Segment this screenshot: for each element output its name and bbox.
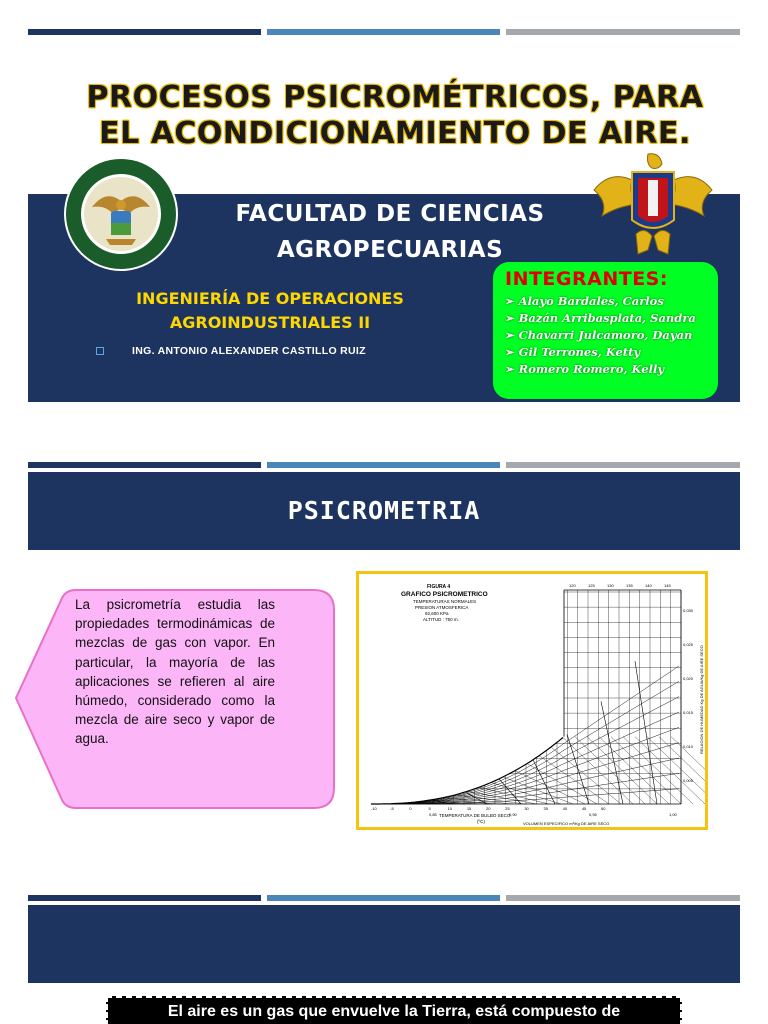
x-tick-label: 15 <box>466 806 472 811</box>
right-tick-label: 0,030 <box>683 608 694 613</box>
divider-bar <box>28 895 261 901</box>
chart-xlabel: TEMPERATURA DE BULBO SECO <box>439 813 511 818</box>
members-heading: INTEGRANTES: <box>505 268 668 290</box>
relative-humidity-curve <box>371 743 679 804</box>
footer-caption: El aire es un gas que envuelve la Tierra, está compuesto de <box>167 1003 621 1020</box>
list-item: ➢ Alayo Bardales, Carlos <box>505 294 664 308</box>
x-tick-label: 45 <box>581 806 587 811</box>
arrow-bullet-icon: ➢ <box>505 294 515 308</box>
relative-humidity-curve <box>371 773 679 804</box>
right-tick-label: 0,025 <box>683 642 694 647</box>
specific-volume-line <box>567 734 589 804</box>
list-item: ➢ Romero Romero, Kelly <box>505 362 665 376</box>
list-item: ➢ Bazán Arribasplata, Sandra <box>505 311 696 325</box>
top-tick-label: 145 <box>664 583 671 588</box>
bottom-panel <box>28 905 740 983</box>
divider-bar <box>28 462 261 468</box>
members-box <box>493 262 718 399</box>
x-tick-label: 10 <box>447 806 453 811</box>
chart-title: GRAFICO PSICROMETRICO <box>401 591 488 598</box>
arrow-bullet-icon: ➢ <box>505 362 515 376</box>
divider-bar <box>267 895 500 901</box>
volume-tick-label: 0,95 <box>589 812 597 817</box>
arrow-bullet-icon: ➢ <box>505 328 515 342</box>
specific-volume-line <box>635 661 657 804</box>
course-line-2: AGROINDUSTRIALES II <box>169 313 371 332</box>
chart-xunit: (ºC) <box>477 819 485 824</box>
x-tick-label: 20 <box>486 806 491 811</box>
volume-tick-label: 0,85 <box>429 812 437 817</box>
square-bullet-icon <box>96 347 104 355</box>
x-tick-label: -10 <box>371 806 377 811</box>
right-tick-label: 0,005 <box>683 778 694 783</box>
section-title: PSICROMETRIA <box>287 496 481 525</box>
section-header <box>28 472 740 550</box>
chart-bottom-label: VOLUMEN ESPECIFICO m³/Kg DE AIRE SECO <box>523 821 610 826</box>
chart-subtitle-3: 92,600 KPa <box>425 611 449 616</box>
right-tick-label: 0,020 <box>683 676 694 681</box>
x-tick-label: 0 <box>409 806 412 811</box>
chart-figure-label: FIGURA 4 <box>427 584 451 590</box>
divider-bar <box>506 29 740 35</box>
page-title <box>50 80 740 152</box>
top-tick-label: 135 <box>626 583 633 588</box>
faculty-eagle-logo <box>588 150 718 260</box>
x-tick-label: 35 <box>543 806 548 811</box>
university-seal-logo <box>62 155 180 273</box>
right-tick-label: 0,010 <box>683 744 694 749</box>
x-tick-label: -5 <box>390 806 394 811</box>
members-list <box>505 293 706 378</box>
divider-bar <box>267 462 500 468</box>
x-tick-label: 5 <box>428 806 431 811</box>
footer-caption-box <box>106 996 682 1024</box>
x-tick-label: 50 <box>601 806 606 811</box>
chart-subtitle-4: ALTITUD : 750 m. <box>423 617 459 622</box>
faculty-name <box>200 196 580 268</box>
right-tick-label: 0,015 <box>683 710 694 715</box>
course-line-1: INGENIERÍA DE OPERACIONES <box>136 289 404 308</box>
professor-name: ING. ANTONIO ALEXANDER CASTILLO RUIZ <box>132 345 366 357</box>
course-name <box>70 287 470 335</box>
x-tick-label: 30 <box>524 806 529 811</box>
list-item: ➢ Chavarri Julcamoro, Dayan <box>505 328 693 342</box>
faculty-line-2: AGROPECUARIAS <box>276 237 504 263</box>
faculty-line-1: FACULTAD DE CIENCIAS <box>235 201 545 227</box>
description-text: La psicrometría estudia las propiedades termodinámicas de mezclas de gas con vapor. En particular, la mayoría de las aplicaciones se refieren al aire húmedo, considerado como la mezcla de aire seco y vapor de agua. <box>75 597 275 747</box>
top-tick-label: 130 <box>607 583 614 588</box>
relative-humidity-curve <box>371 666 679 804</box>
psychrometric-chart <box>359 574 705 827</box>
list-item: ➢ Gil Terrones, Ketty <box>505 345 641 359</box>
x-tick-label: 25 <box>505 806 510 811</box>
title-line-2: EL ACONDICIONAMIENTO DE AIRE. <box>99 116 691 151</box>
title-line-1: PROCESOS PSICROMÉTRICOS, PARA <box>86 80 704 115</box>
arrow-bullet-icon: ➢ <box>505 345 515 359</box>
relative-humidity-curve <box>371 712 679 804</box>
chart-subtitle-1: TEMPERATURAS NORMALES <box>413 599 477 604</box>
chart-grid-lines <box>371 590 705 804</box>
professor-line <box>96 345 416 357</box>
x-tick-label: 40 <box>562 806 568 811</box>
chart-right-label: RELACION DE HUMEDAD Kg DE AGUA/Kg DE AIRE SECO <box>699 645 704 754</box>
arrow-bullet-icon: ➢ <box>505 311 515 325</box>
top-tick-label: 120 <box>569 583 576 588</box>
volume-tick-label: 1,00 <box>669 812 677 817</box>
top-tick-label: 140 <box>645 583 652 588</box>
divider-bar <box>267 29 500 35</box>
volume-tick-label: 0,90 <box>509 812 517 817</box>
relative-humidity-curve <box>371 697 679 804</box>
divider-bar <box>506 895 740 901</box>
top-tick-label: 125 <box>588 583 595 588</box>
chart-subtitle-2: PRESION ATMOSFERICA <box>415 605 469 610</box>
wet-bulb-line <box>635 737 705 804</box>
psychrometric-chart-frame <box>356 571 708 830</box>
divider-bar <box>506 462 740 468</box>
wet-bulb-line <box>527 764 597 804</box>
divider-bar <box>28 29 261 35</box>
